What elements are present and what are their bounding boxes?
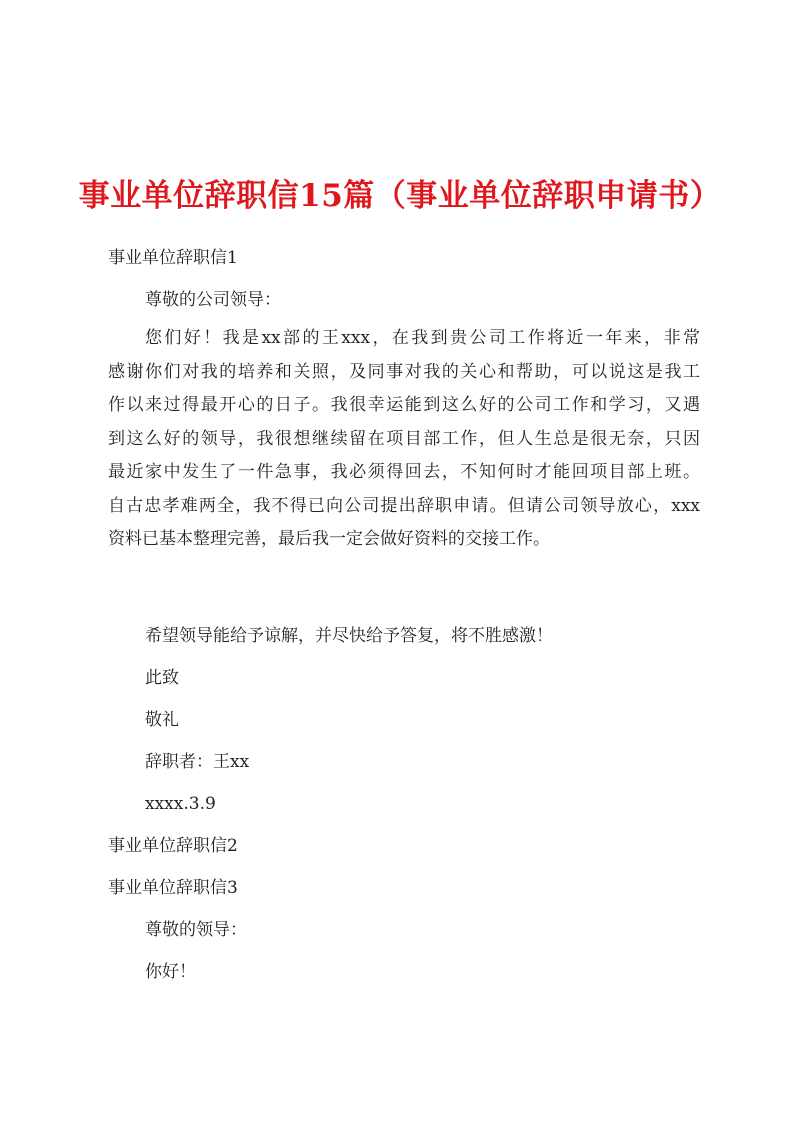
document-title: 事业单位辞职信15篇（事业单位辞职申请书） — [78, 178, 722, 214]
letter3-greeting: 你好！ — [145, 962, 196, 982]
body-line: 自古忠孝难两全，我不得已向公司提出辞职申请。但请公司领导放心，xxx — [108, 495, 700, 516]
body-line: 感谢你们对我的培养和关照，及同事对我的关心和帮助，可以说这是我工 — [108, 361, 700, 382]
letter1-heading: 事业单位辞职信1 — [108, 248, 238, 268]
body-line: 资料已基本整理完善，最后我一定会做好资料的交接工作。 — [108, 529, 550, 549]
letter1-hope: 希望领导能给予谅解，并尽快给予答复，将不胜感激！ — [145, 626, 553, 646]
body-line: 最近家中发生了一件急事，我必须得回去，不知何时才能回项目部上班。 — [108, 462, 700, 482]
body-line: 作以来过得最开心的日子。我很幸运能到这么好的公司工作和学习，又遇 — [108, 395, 700, 415]
letter3-heading: 事业单位辞职信3 — [108, 878, 238, 898]
letter2-heading: 事业单位辞职信2 — [108, 836, 238, 856]
body-line: 您们好！我是xx部的王xxx，在我到贵公司工作将近一年来，非常 — [145, 328, 700, 348]
letter1-date: xxxx.3.9 — [145, 794, 216, 814]
letter3-salutation: 尊敬的领导： — [145, 920, 247, 940]
letter1-closing-2: 敬礼 — [145, 710, 179, 730]
letter1-closing-1: 此致 — [145, 668, 179, 688]
letter1-signer: 辞职者：王xx — [145, 752, 250, 772]
letter1-body — [108, 326, 700, 561]
letter1-salutation: 尊敬的公司领导： — [145, 290, 281, 310]
body-line: 到这么好的领导，我很想继续留在项目部工作，但人生总是很无奈，只因 — [108, 428, 700, 449]
